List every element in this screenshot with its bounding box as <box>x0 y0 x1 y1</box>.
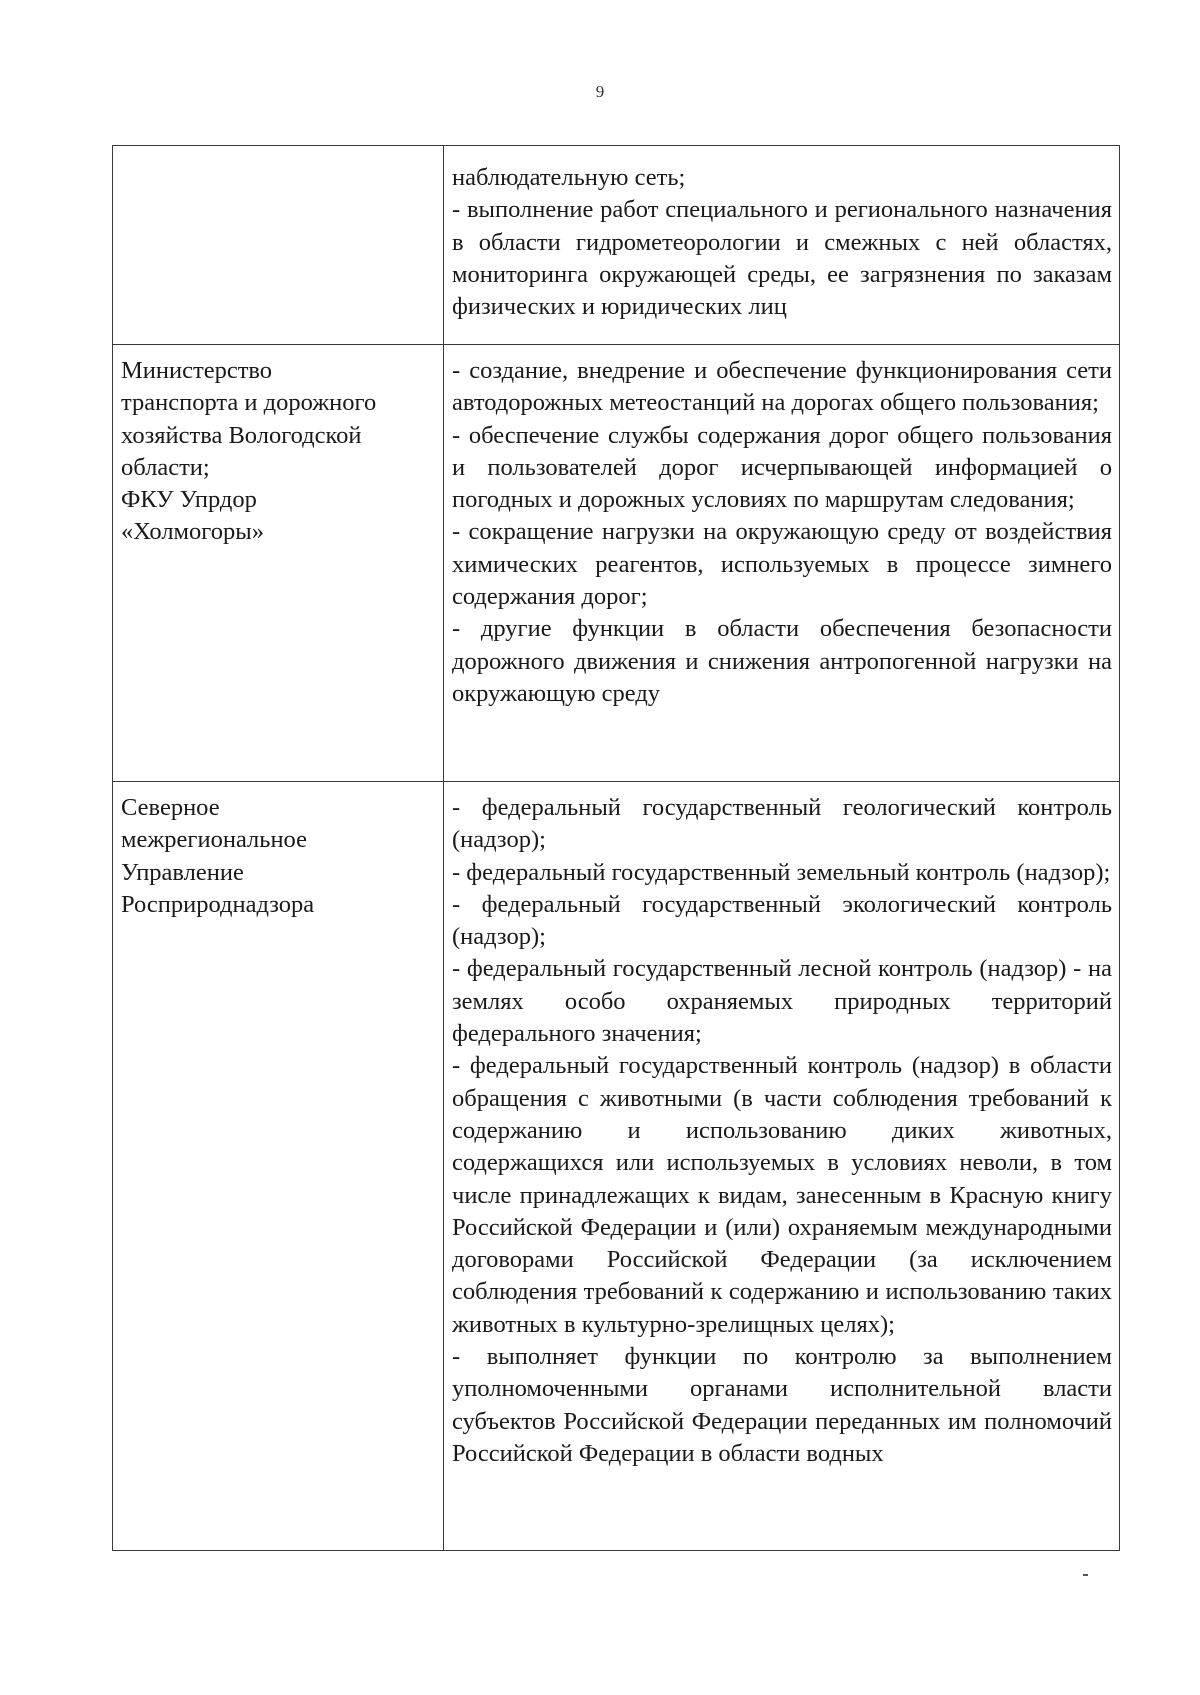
function-item: - другие функции в области обеспечения безопасности дорожного движения и снижения антропогенной нагрузки на окружающую среду <box>452 615 1112 707</box>
organization-cell <box>113 345 444 782</box>
function-item: - федеральный государственный геологический контроль (надзор); <box>452 794 1112 854</box>
functions-table <box>112 145 1120 1551</box>
functions-cell <box>444 146 1120 345</box>
function-item: - создание, внедрение и обеспечение функционирования сети автодорожных метеостанций на дорогах общего пользования; <box>452 357 1112 417</box>
organization-name-line: Росприроднадзора <box>121 890 315 918</box>
organization-name-line: Министерство <box>121 357 273 384</box>
organization-name-line: межрегиональное <box>121 826 307 854</box>
table-row <box>113 146 1120 345</box>
functions-cell <box>444 345 1120 782</box>
function-item: - федеральный государственный земельный контроль (надзор); <box>452 858 1111 886</box>
functions-cell <box>444 782 1120 1551</box>
function-item: - федеральный государственный экологический контроль (надзор); <box>452 890 1112 951</box>
scan-mark <box>1083 1574 1088 1576</box>
organization-name-line: ФКУ Упрдор <box>121 486 257 514</box>
organization-name-line: области; <box>121 453 210 481</box>
organization-cell <box>113 146 444 345</box>
function-item: - федеральный государственный лесной контроль (надзор) - на землях особо охраняемых природных территорий федерального значения; <box>452 955 1112 1048</box>
organization-name-line: хозяйства Вологодской <box>121 421 362 449</box>
function-item: - федеральный государственный контроль (надзор) в области обращения с животными (в части соблюдения требований к содержанию и использованию диких животных, содержащихся или используемых в условиях неволи, в том числе принадлежащих к видам, занесенным в Красную книгу Российской Федерации и (или) охраняемым международными договорами Российской Федерации (за исключением соблюдения требований к содержанию и использованию таких животных в культурно-зрелищных целях); <box>452 1052 1112 1338</box>
function-item: наблюдательную сеть; <box>452 164 686 191</box>
function-item: - выполнение работ специального и регионального назначения в области гидрометеорологии и смежных с ней областях, мониторинга окружающей среды, ее загрязнения по заказам физических и юридических лиц <box>452 196 1112 321</box>
function-item: - обеспечение службы содержания дорог общего пользования и пользователей дорог исчерпывающей информацией о погодных и дорожных условиях по маршрутам следования; <box>452 421 1112 514</box>
organization-cell <box>113 782 444 1551</box>
function-item: - сокращение нагрузки на окружающую среду от воздействия химических реагентов, используемых в процессе зимнего содержания дорог; <box>452 518 1112 611</box>
page-number: 9 <box>595 82 605 101</box>
organization-name-line: Северное <box>121 794 220 821</box>
table-row <box>113 782 1120 1551</box>
organization-name-line: Управление <box>121 858 244 886</box>
function-item: - выполняет функции по контролю за выполнением уполномоченными органами исполнительной власти субъектов Российской Федерации переданных им полномочий Российской Федерации в области водных <box>452 1343 1112 1467</box>
organization-name-line: транспорта и дорожного <box>121 389 377 417</box>
organization-name-line: «Холмогоры» <box>121 518 264 546</box>
table-row <box>113 345 1120 782</box>
